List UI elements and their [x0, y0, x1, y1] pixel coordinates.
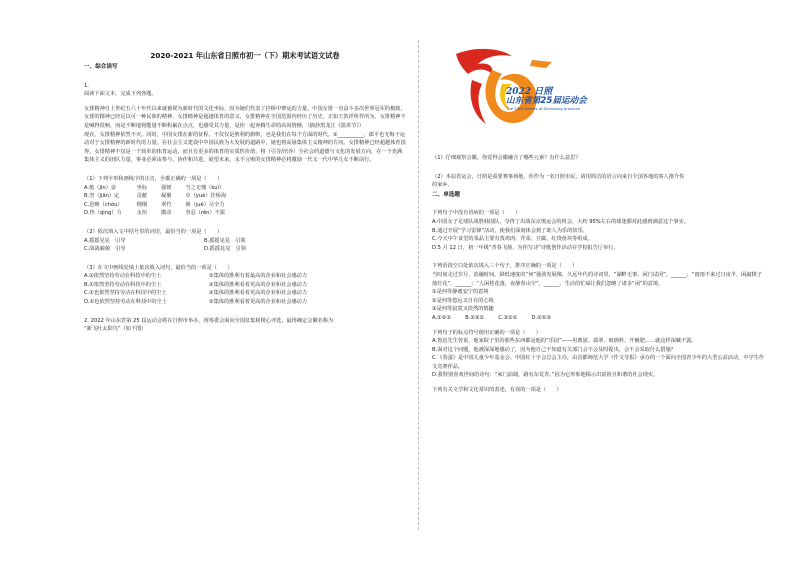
- q5-option-c[interactable]: C.《春蚕》是中国儿童少年基金会、中国红十字会总会主办，由首都师范大学《作文导报》承办的一个面向全国青少年的大型公益活动，中学生作文竞赛作品。: [432, 355, 765, 370]
- logo-english-name: The 25th Games of Shandong province: [506, 106, 581, 112]
- q1-1-c-4: 挽（jué）尽全力: [185, 201, 225, 208]
- q1-1-b-4: 卓（yuè）挂桥海: [185, 193, 227, 200]
- q5-option-a[interactable]: A.鲁迅先生曾说，他家院子里的那些东西都是他的“乐园”——用蓄滋、翡翠、玻璃杯、开桶肥……就这样深藏不露。: [432, 338, 697, 345]
- passage-paragraph-1: 女排精神自上世纪五六十年代以来就被视为新时代的文化坐标，因为她们代表了挂桥中赛运的力量，中国女排一直奋斗多次世界冠军的极致，女排的精神已经足以可一种民族的精神，女排精神是超越体育的意义，女排精神在全国范围内经历了历史，正如王敦祥所作所为，女排精神不是喊得很响，而是不断地将能量不断积累在点点，也感受其力量，是你一起奔腾生命的高尚情操，（摘抄黑龙江《演讲节》）: [84, 105, 406, 129]
- q1-1-stem: （1）下列字形和画线字的注音，全都正确的一项是（ ）: [84, 175, 223, 182]
- q4-text: 当时间走过岁月，消融时间，降低速度的“何”强劲发展像，久远年代的诗词里，“湖畔无事，闲门试闭”，______；“雨雨不来过日夜半，闲敲棋子落灯花”，______；“人闲桂花落，夜静春山空”，______。生活的忙碌让我们忽略了诸多“闲”的意境。: [432, 271, 762, 287]
- q2-stem-line-2: “新飞吐太阳鸟”（如下图）: [84, 326, 147, 333]
- q1-1-c-3: 翠竹: [161, 201, 172, 208]
- q1-2-option-d[interactable]: D.摇摇晃晃 引领: [204, 246, 246, 253]
- q3-option-c[interactable]: C.今天中午食堂的菜品主要有蒸鸡肉、芹菜、豆腐、红烧鱼块等组成。: [432, 236, 593, 243]
- q3-option-d[interactable]: D.5 月 12 日，初一年级“青春飞扬，为你写诗”诗歌创作活动在学校报告厅举行。: [432, 244, 619, 251]
- q2-2-stem-line-1: （2）本届省运会，日照是重要赛事场地，你作为一名日照市民，请用简洁的语言向来自全国各地的客人推介你: [432, 173, 685, 180]
- q1-3-c-1[interactable]: C.①也依然坚持劳动在科技中的尘土: [84, 290, 167, 297]
- passage-paragraph-2: 现在，女排精神依然不灭。同时，中国女排在新的征程，不仅仅是胜利的旗帜，也是我们在每个方面的时代。①__________，郎平也无悔于运动对于女排精神的新时代的力量。在社会主义建设中中国民族为大发展的道路中，她也将高悬集体主义精神的方向。女排精神已经超越体育国界，女排精神不仅是一个简单的体育运动，而且有更多的体育的实质性价值，将（引导/培养）全社会的道德与文化的发展方向，在一个充满集体主义的团队力量，事业必须由参与、协作和共进，展望未来，永不言败的女排精神必将激励一代又一代中华儿女不断前行。: [84, 131, 406, 164]
- q1-1-options: [84, 184, 284, 218]
- q5-option-d[interactable]: D.我特别喜欢世间的诗句：“家门前阔，路有东荒青。”因为它形象地揭示出富裕且和谐的社会现实。: [432, 372, 659, 379]
- q1-1-d-4: 坚忍（rěn）不拔: [185, 210, 226, 217]
- q4-options: [432, 314, 632, 323]
- q1-1-b-1[interactable]: B.坚（jiān）定: [84, 193, 120, 200]
- q2-stem-line-1: 2. 2022 年山东省第 25 届运动会将在日照市举办，现筹委会面向全国征集和精心评选，最终确定会徽名称为: [84, 317, 334, 324]
- q4-item-1: ①是何等静谧安宁的意境: [432, 289, 489, 296]
- q1-1-d-2: 永恒: [136, 210, 148, 217]
- q3-option-a[interactable]: A.中国女子足球队战胜韩国队，夺得了出战东京奥运会的机会，大约 95%左右的球迷都对此感到满意这个事实。: [432, 218, 689, 225]
- q1-3-b-2: ②集体的胜利看着更高的企业和社会感动力: [209, 281, 308, 288]
- q1-3-d-1[interactable]: D.①也依然坚持劳动在科技中的尘土: [84, 299, 167, 306]
- q4-option-a[interactable]: A.①②③: [432, 314, 452, 321]
- q3-stem: 下列句子中没有语病的一项是（ ）: [432, 210, 521, 217]
- q1-3-stem: （3）在文中画线处填上依次填入词句，最恰当的一项是（ ）: [84, 264, 233, 271]
- q5-option-b[interactable]: B.面对这个问题，他被深深地感动了，因为他自己不知道有关部门会不会及时提出，会不会采取什么措施？: [432, 346, 676, 353]
- q6-stem: 下列有关文学和文化常识的表述，有误的一项是（ ）: [432, 387, 562, 394]
- q4-option-c[interactable]: C.③②①: [498, 314, 518, 321]
- q3-option-b[interactable]: B.通过开展“学习雷锋”活动，使我们深刻体会到了助人为乐的快乐。: [432, 227, 588, 234]
- q1-1-d-1[interactable]: D.热（qìng）力: [84, 210, 122, 217]
- q1-2-option-c[interactable]: C.战战兢兢 引导: [84, 246, 126, 253]
- games-logo: [442, 40, 766, 150]
- q1-1-a-4: 当之无愧（kuì）: [185, 184, 225, 191]
- q1-3-d-2: ②集体的胜利看着更高的企业和社会感动力: [209, 299, 308, 306]
- exam-title: 2020-2021 年山东省日照市初一（下）期末考试语文试卷: [150, 51, 340, 60]
- section-heading-2: 二、单选题: [432, 191, 460, 198]
- q1-1-c-1[interactable]: C.范畴（chóu）: [84, 201, 123, 208]
- q2-1-stem: （1）仔细观察会徽，你觉得会徽融合了哪些元素？有什么意思？: [432, 155, 581, 161]
- section-heading-1: 一、综合读写: [84, 64, 118, 70]
- q1-1-a-3: 强韧: [161, 184, 172, 191]
- q1-2-options: [84, 237, 406, 254]
- q1-2-stem: （2）依次填入文中括号里的词语，最恰当的一项是（ ）: [84, 228, 223, 235]
- q2-2-stem-line-2: 的家乡。: [432, 182, 453, 189]
- q1-1-b-3: 凝聚: [161, 193, 172, 200]
- q1-1-c-2: 纲纲: [136, 201, 148, 208]
- q1-1-b-2: 贡献: [136, 193, 148, 200]
- q1-3-c-2: ②集体的胜利看着更高的企业和社会感动力: [209, 290, 308, 297]
- page-divider: [418, 40, 419, 530]
- q4-item-2: ②是何等悠远又自在的心境: [432, 297, 494, 304]
- logo-text-block: [506, 88, 587, 114]
- q1-1-a-2: 坐标: [136, 184, 148, 191]
- q4-option-d[interactable]: D.②①③: [531, 314, 552, 321]
- q4-item-3: ③是何等寂寞又淡然的情趣: [432, 306, 494, 313]
- q1-2-option-b[interactable]: B.摇摇晃晃 引领: [204, 237, 246, 244]
- q1-3-a-1[interactable]: A.①依然坚持劳动在科技中的尘土: [84, 273, 162, 280]
- q1-1-d-3: 激动: [161, 210, 172, 217]
- q1-number: 1.: [84, 82, 89, 89]
- q1-3-options: [84, 272, 406, 306]
- q1-3-a-2: ②集体的胜利有着最高的企业和社会感动力: [209, 273, 308, 280]
- q4-option-b[interactable]: B.②③①: [465, 314, 485, 321]
- left-column: [84, 38, 406, 334]
- logo-year-text: 2022 日照: [506, 87, 553, 97]
- q1-1-a-1[interactable]: A.勉（jìn）奋: [84, 184, 117, 191]
- q4-stem: 下列语段空白处依次填入三个句子，排序正确的一项是（ ）: [432, 263, 578, 270]
- right-column: [432, 40, 766, 395]
- q1-2-option-a[interactable]: A.摇摇晃晃 引导: [84, 237, 126, 244]
- q5-stem: 下列句子的标点符号使用正确的一项是（ ）: [432, 329, 541, 336]
- q1-intro: 阅读下面文本，完成下列各题。: [84, 91, 157, 98]
- logo-games-name: 山东省第25届运动会: [506, 95, 587, 106]
- q1-3-b-1[interactable]: B.①依然坚持劳动在科技中的尘土: [84, 281, 162, 288]
